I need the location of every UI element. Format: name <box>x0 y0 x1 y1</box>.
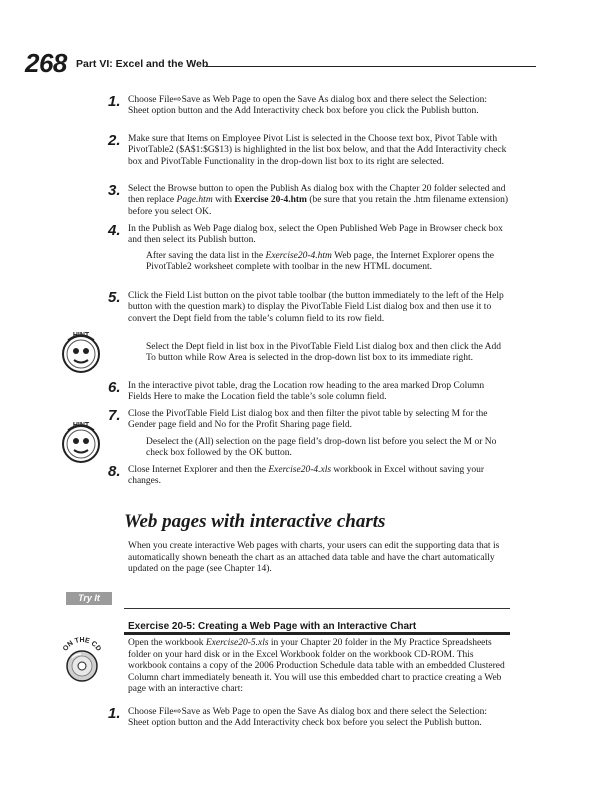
step-1 <box>108 93 508 118</box>
try-it-badge <box>66 592 112 605</box>
step-5-hint: Select the Dept field in list box in the PivotTable Field List dialog box and then click the Add To button while Row Area is selected in the drop-down list box to its immediate right. <box>146 342 501 364</box>
step-4 <box>108 222 508 247</box>
page-number: 268 <box>25 48 67 78</box>
step-number: 2. <box>108 132 121 149</box>
step-text: Close Internet Explorer and then the Exercise20-4.xls workbook in Excel without saving your changes. <box>128 465 485 487</box>
step-number: 4. <box>108 222 121 239</box>
step-8 <box>108 463 508 488</box>
section-heading: Web pages with interactive charts <box>124 511 386 532</box>
hint-icon <box>58 328 104 374</box>
step-number: 6. <box>108 379 121 396</box>
section-intro: When you create interactive Web pages with charts, your users can edit the supporting data that is automatically shown beneath the chart as an attached data table and have the chart automatically updated on the page (see Chapter 14). <box>128 541 500 575</box>
step-6 <box>108 379 508 404</box>
step-number: 7. <box>108 407 121 424</box>
exercise-title-rule <box>124 632 510 635</box>
step-number: 3. <box>108 182 121 199</box>
exercise-title: Exercise 20-5: Creating a Web Page with an Interactive Chart <box>128 621 417 632</box>
step-text: Choose File⇨Save as Web Page to open the Save As dialog box and there select the Selection: Sheet option button and the Add Interactivity check box before you select the Publish button. <box>128 707 487 729</box>
step-7 <box>108 407 508 432</box>
exercise-step-1 <box>108 705 508 730</box>
step-5 <box>108 289 508 325</box>
on-the-cd-icon <box>56 634 108 686</box>
step-number: 5. <box>108 289 121 306</box>
try-it-label: Try It <box>78 593 100 603</box>
step-number: 1. <box>108 93 121 110</box>
header-rule <box>206 66 536 67</box>
step-2 <box>108 132 508 168</box>
svg-text:HINT: HINT <box>72 332 90 339</box>
step-text: In the interactive pivot table, drag the Location row heading to the area marked Drop Column Fields Here to make the Location field the table’s sole column field. <box>128 381 485 403</box>
step-text: Close the PivotTable Field List dialog box and then filter the pivot table by selecting M for the Gender page field and No for the Profit Sharing page field. <box>128 409 488 431</box>
exercise-top-rule <box>124 608 510 609</box>
step-text: Click the Field List button on the pivot table toolbar (the button immediately to the left of the Help button with the question mark) to display the PivotTable Field List dialog box and then use it to convert the Dept field from the table’s column field to its row field. <box>128 291 504 324</box>
step-text: Make sure that Items on Employee Pivot List is selected in the Choose text box, Pivot Table with PivotTable2 ($A$1:$G$13) is highlighted in the list box below, and that the Add Interactivity check box and PivotTable Functionality in the drop-down list box to its right are selected. <box>128 134 507 167</box>
step-text: Select the Browse button to open the Publish As dialog box with the Chapter 20 folder selected and then replace Page.htm with Exercise 20-4.htm (be sure that you retain the .htm filename extension) before you select OK. <box>128 184 509 217</box>
exercise-body: Open the workbook Exercise20-5.xls in your Chapter 20 folder in the My Practice Spreadsheets folder on your hard disk or in the Excel Workbook folder on the workbook CD-ROM. This workbook contains a copy of the 2006 Production Schedule data table with an embedded Clustered Column chart immediately beneath it. You will use this embedded chart to practice creating a Web page with an interactive chart: <box>128 638 505 695</box>
step-4-note: After saving the data list in the Exercise20-4.htm Web page, the Internet Explorer opens the PivotTable2 worksheet complete with toolbar in the new HTML document. <box>146 251 494 273</box>
svg-text:ON THE CD: ON THE CD <box>61 637 103 653</box>
step-7-hint: Deselect the (All) selection on the page field’s drop-down list before you select the M or No check box followed by the OK button. <box>146 437 497 459</box>
running-head: Part VI: Excel and the Web <box>76 58 209 70</box>
svg-text:HINT: HINT <box>72 422 90 429</box>
step-number: 8. <box>108 463 121 480</box>
step-3 <box>108 182 509 218</box>
step-text: In the Publish as Web Page dialog box, select the Open Published Web Page in Browser check box and then select its Publish button. <box>128 224 503 246</box>
hint-icon <box>58 418 104 464</box>
step-text: Choose File⇨Save as Web Page to open the Save As dialog box and there select the Selection: Sheet option button and the Add Interactivity check box before you click the Publish button. <box>128 95 487 117</box>
step-number: 1. <box>108 705 121 722</box>
